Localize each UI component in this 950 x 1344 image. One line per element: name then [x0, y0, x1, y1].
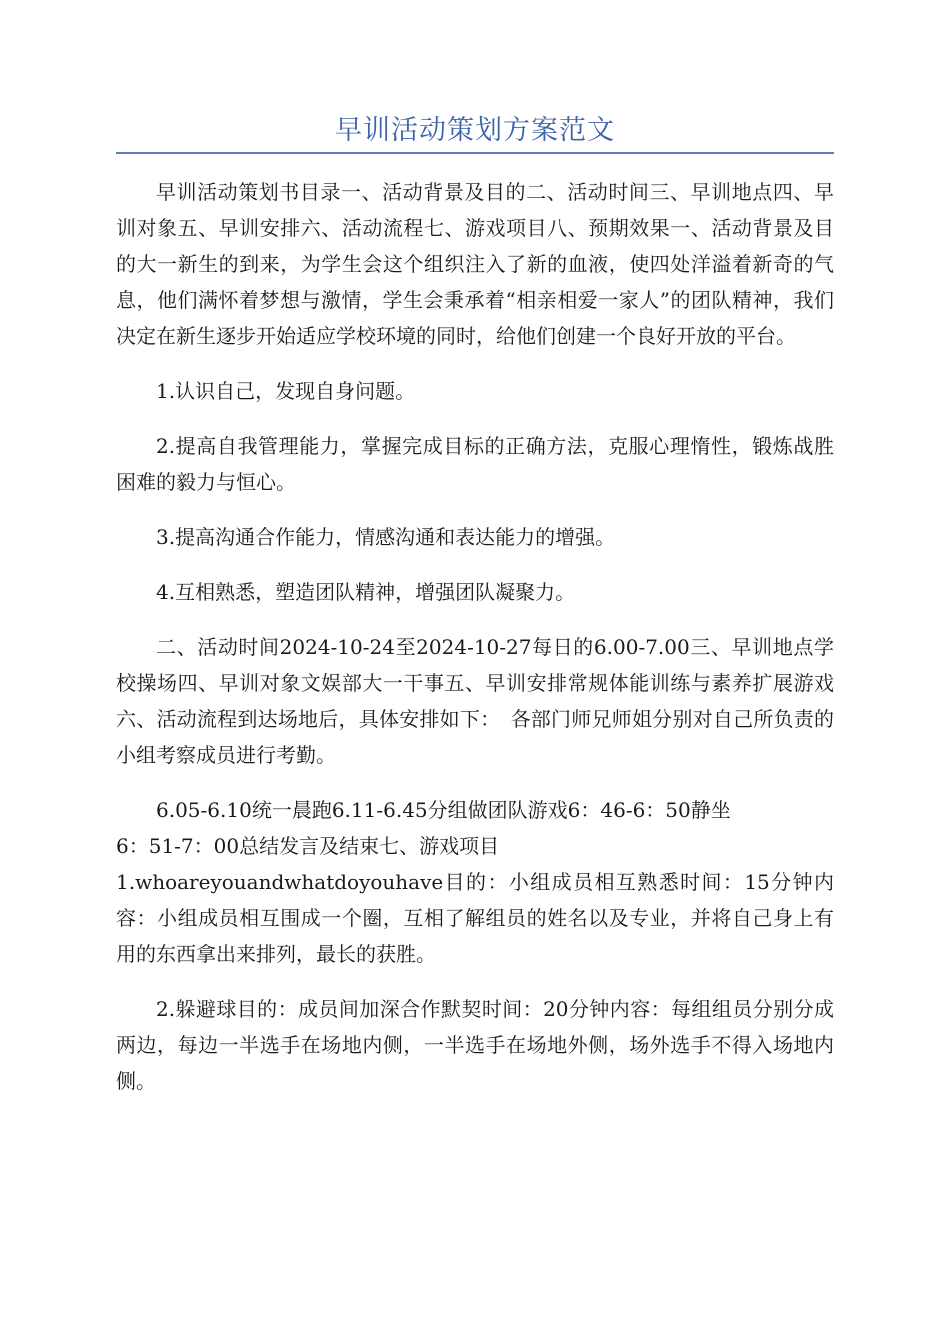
paragraph-goal-4: 4.互相熟悉，塑造团队精神，增强团队凝聚力。	[156, 580, 576, 604]
paragraph-schedule: 二、活动时间2024-10-24至2024-10-27每日的6.00-7.00三、早训地点学校操场四、早训对象文娱部大一干事五、早训安排常规体能训练与素养扩展游戏六、活动流程到达场地后，具体安排如下： 各部门师兄师姐分别对自己所负责的小组考察成员进行考勤。	[116, 635, 834, 767]
paragraph-timeline-1: 6.05-6.10统一晨跑6.11-6.45分组做团队游戏6：46-6：50静坐	[156, 798, 731, 822]
document-title: 早训活动策划方案范文	[335, 115, 615, 146]
paragraph-game-2: 2.躲避球目的：成员间加深合作默契时间：20分钟内容：每组组员分别分成两边，每边一半选手在场地内侧，一半选手在场地外侧，场外选手不得入场地内侧。	[116, 997, 834, 1093]
paragraph-goal-2: 2.提高自我管理能力，掌握完成目标的正确方法，克服心理惰性，锻炼战胜困难的毅力与恒心。	[116, 434, 834, 494]
paragraph-goal-1: 1.认识自己，发现自身问题。	[156, 379, 416, 403]
paragraph-goal-3: 3.提高沟通合作能力，情感沟通和表达能力的增强。	[156, 525, 616, 549]
paragraph-background: 早训活动策划书目录一、活动背景及目的二、活动时间三、早训地点四、早训对象五、早训安排六、活动流程七、游戏项目八、预期效果一、活动背景及目的大一新生的到来，为学生会这个组织注入了新的血液，使四处洋溢着新奇的气息，他们满怀着梦想与激情，学生会秉承着“相亲相爱一家人”的团队精神，我们决定在新生逐步开始适应学校环境的同时，给他们创建一个良好开放的平台。	[116, 180, 834, 348]
document-page	[116, 112, 834, 1118]
paragraph-game-1: 1.whoareyouandwhatdoyouhave目的：小组成员相互熟悉时间：15分钟内容：小组成员相互围成一个圈，互相了解组员的姓名以及专业，并将自己身上有用的东西拿出来排列，最长的获胜。	[116, 870, 834, 966]
title-divider	[116, 152, 834, 154]
paragraph-timeline-2: 6：51-7：00总结发言及结束七、游戏项目	[116, 834, 500, 858]
